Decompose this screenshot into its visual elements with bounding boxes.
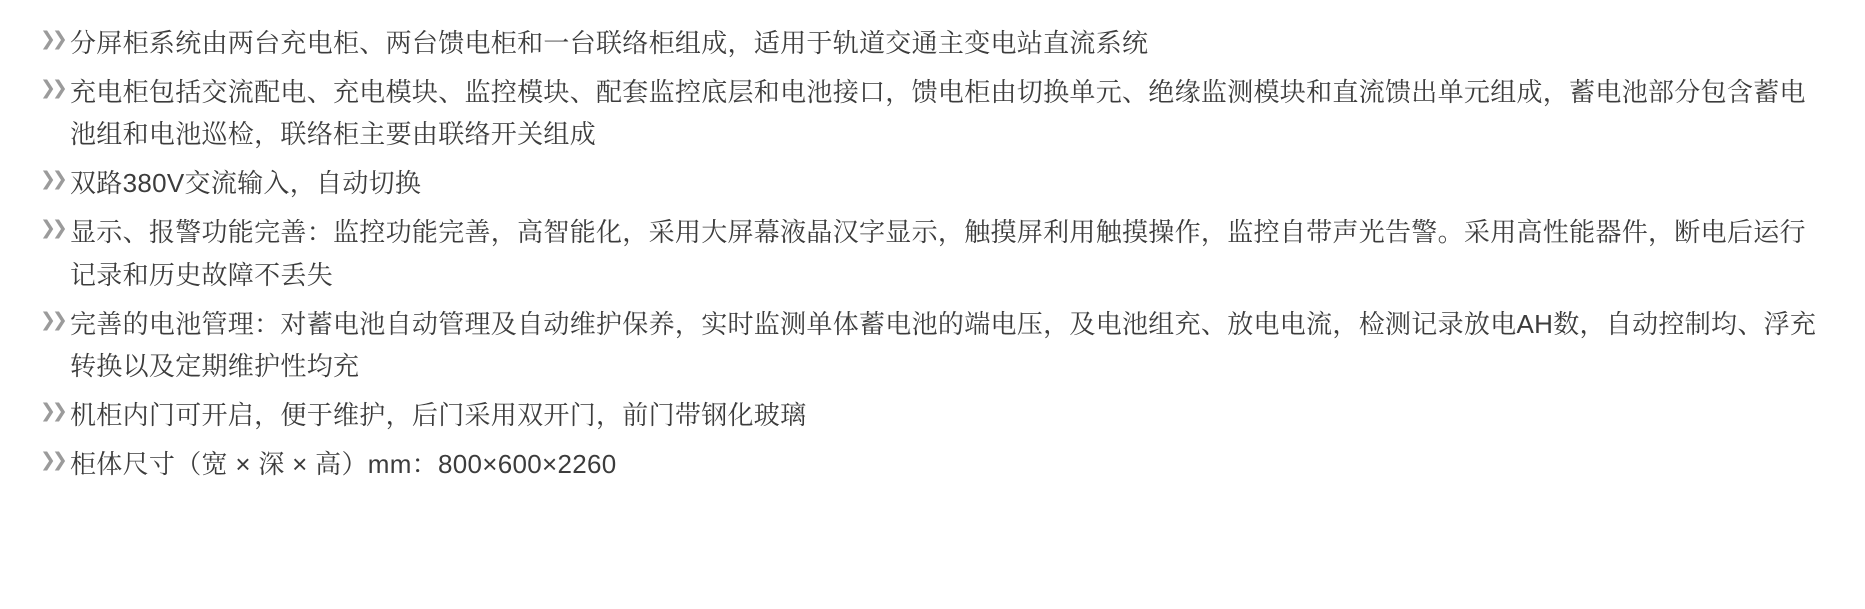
- double-chevron-right-icon: ❯❯: [40, 448, 64, 471]
- double-chevron-right-icon: ❯❯: [40, 399, 64, 422]
- list-item-text: 机柜内门可开启，便于维护，后门采用双开门，前门带钢化玻璃: [70, 399, 807, 430]
- double-chevron-right-icon: ❯❯: [40, 28, 64, 50]
- double-chevron-right-icon: ❯❯: [40, 308, 64, 331]
- list-item-text: 完善的电池管理：对蓄电池自动管理及自动维护保养，实时监测单体蓄电池的端电压，及电池组充、放电电流，检测记录放电AH数，自动控制均、浮充转换以及定期维护性均充: [70, 308, 1817, 381]
- double-chevron-right-icon: ❯❯: [40, 168, 64, 191]
- list-item: [40, 22, 1825, 64]
- list-item: [40, 71, 1825, 155]
- list-item: [40, 162, 1825, 204]
- double-chevron-right-icon: ❯❯: [40, 217, 64, 240]
- list-item: [40, 394, 1825, 436]
- list-item-text: 显示、报警功能完善：监控功能完善，高智能化，采用大屏幕液晶汉字显示，触摸屏利用触摸操作，监控自带声光告警。采用高性能器件，断电后运行记录和历史故障不丢失: [70, 217, 1806, 290]
- list-item: [40, 211, 1825, 295]
- double-chevron-right-icon: ❯❯: [40, 77, 64, 100]
- list-item-text: 双路380V交流输入，自动切换: [70, 168, 422, 199]
- list-item: [40, 303, 1825, 387]
- list-item-text: 充电柜包括交流配电、充电模块、监控模块、配套监控底层和电池接口，馈电柜由切换单元、绝缘监测模块和直流馈出单元组成，蓄电池部分包含蓄电池组和电池巡检，联络柜主要由联络开关组成: [70, 77, 1806, 150]
- list-item-text: 柜体尺寸（宽 × 深 × 高）mm：800×600×2260: [70, 448, 617, 479]
- list-item-text: 分屏柜系统由两台充电柜、两台馈电柜和一台联络柜组成，适用于轨道交通主变电站直流系统: [70, 28, 1149, 58]
- list-item: [40, 443, 1825, 485]
